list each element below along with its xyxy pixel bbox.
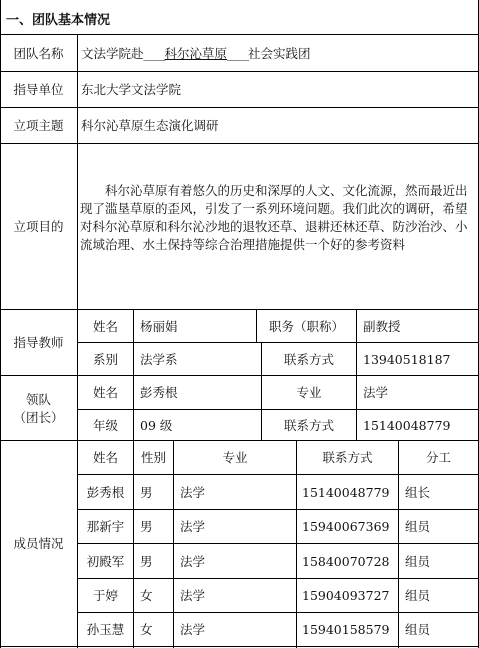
leader-major-label: 专业 bbox=[296, 385, 322, 400]
advisor-dept-label: 系别 bbox=[92, 351, 118, 367]
member-role: 组员 bbox=[405, 622, 431, 637]
members-header-name: 姓名 bbox=[92, 450, 118, 465]
team-name-value bbox=[81, 35, 311, 71]
member-gender: 女 bbox=[140, 622, 153, 637]
member-gender: 男 bbox=[140, 519, 153, 534]
leader-contact-label: 联系方式 bbox=[283, 417, 334, 433]
leader-grade: 09 级 bbox=[140, 417, 173, 433]
advisor-contact: 13940518187 bbox=[363, 351, 451, 367]
member-gender: 男 bbox=[140, 484, 153, 500]
team-name-gap: ____ bbox=[227, 45, 249, 61]
member-gender: 男 bbox=[140, 553, 153, 569]
leader-grade-label: 年级 bbox=[92, 417, 118, 433]
rule bbox=[0, 646, 479, 647]
team-name-label: 团队名称 bbox=[13, 45, 64, 61]
members-header-gender: 性别 bbox=[140, 450, 166, 465]
project-purpose-text: 科尔沁草原有着悠久的历史和深厚的人文、文化流源，然而最近出现了滥垦草原的歪风，引发了一系列环境问题。我们此次的调研，希望对科尔沁草原和科尔沁沙地的退牧还草、退耕还林还草、防沙治沙、小流域治理、水土保持等综合治理措施提供一个好的参考资料 bbox=[80, 183, 468, 252]
project-theme-label: 立项主题 bbox=[13, 118, 64, 133]
project-purpose-label: 立项目的 bbox=[13, 219, 64, 234]
member-name: 孙玉慧 bbox=[86, 622, 125, 637]
member-name: 于婷 bbox=[92, 588, 118, 603]
member-contact: 15840070728 bbox=[302, 553, 390, 569]
member-major: 法学 bbox=[180, 622, 206, 637]
member-gender: 女 bbox=[140, 588, 153, 603]
rule bbox=[356, 309, 357, 440]
advisor-label: 指导教师 bbox=[13, 335, 64, 350]
leader-contact: 15140048779 bbox=[363, 417, 451, 433]
member-major: 法学 bbox=[180, 519, 206, 534]
members-header-contact: 联系方式 bbox=[322, 450, 373, 465]
member-role: 组员 bbox=[405, 519, 431, 534]
member-name: 初殿军 bbox=[86, 553, 125, 569]
members-label: 成员情况 bbox=[13, 536, 64, 551]
member-role: 组长 bbox=[405, 484, 431, 500]
advisor-name-label: 姓名 bbox=[92, 318, 118, 334]
leader-major: 法学 bbox=[363, 385, 389, 400]
team-name-suffix: 社会实践团 bbox=[248, 45, 311, 61]
member-major: 法学 bbox=[180, 588, 206, 603]
advisor-title: 副教授 bbox=[363, 318, 401, 334]
member-contact: 15904093727 bbox=[302, 588, 390, 603]
advisor-name: 杨丽娟 bbox=[140, 318, 178, 334]
team-name-prefix: 文法学院赴 bbox=[81, 45, 144, 61]
member-name: 那新宇 bbox=[86, 519, 125, 534]
leader-name: 彭秀根 bbox=[140, 385, 178, 400]
member-contact: 15140048779 bbox=[302, 484, 390, 500]
member-name: 彭秀根 bbox=[86, 484, 125, 500]
leader-name-label: 姓名 bbox=[92, 385, 118, 400]
project-theme-value: 科尔沁草原生态演化调研 bbox=[81, 118, 219, 133]
member-contact: 15940067369 bbox=[302, 519, 390, 534]
team-name-gap: ____ bbox=[143, 45, 165, 61]
member-contact: 15940158579 bbox=[302, 622, 390, 637]
team-name-place: 科尔沁草原 bbox=[164, 45, 228, 61]
leader-label-line1: 领队 bbox=[25, 391, 51, 407]
member-major: 法学 bbox=[180, 553, 206, 569]
leader-label bbox=[0, 376, 77, 440]
member-role: 组员 bbox=[405, 553, 431, 569]
advisor-unit-label: 指导单位 bbox=[13, 82, 64, 97]
advisor-dept: 法学系 bbox=[140, 351, 178, 367]
advisor-title-label: 职务（职称） bbox=[268, 318, 344, 334]
members-header-major: 专业 bbox=[222, 450, 248, 465]
section-title: 一、团队基本情况 bbox=[6, 13, 111, 28]
members-header-role: 分工 bbox=[425, 450, 451, 465]
rule bbox=[133, 309, 134, 440]
member-major: 法学 bbox=[180, 484, 206, 500]
advisor-unit-value: 东北大学文法学院 bbox=[81, 82, 182, 97]
advisor-contact-label: 联系方式 bbox=[283, 351, 334, 367]
member-role: 组员 bbox=[405, 588, 431, 603]
leader-label-line2: （团长） bbox=[13, 409, 64, 425]
